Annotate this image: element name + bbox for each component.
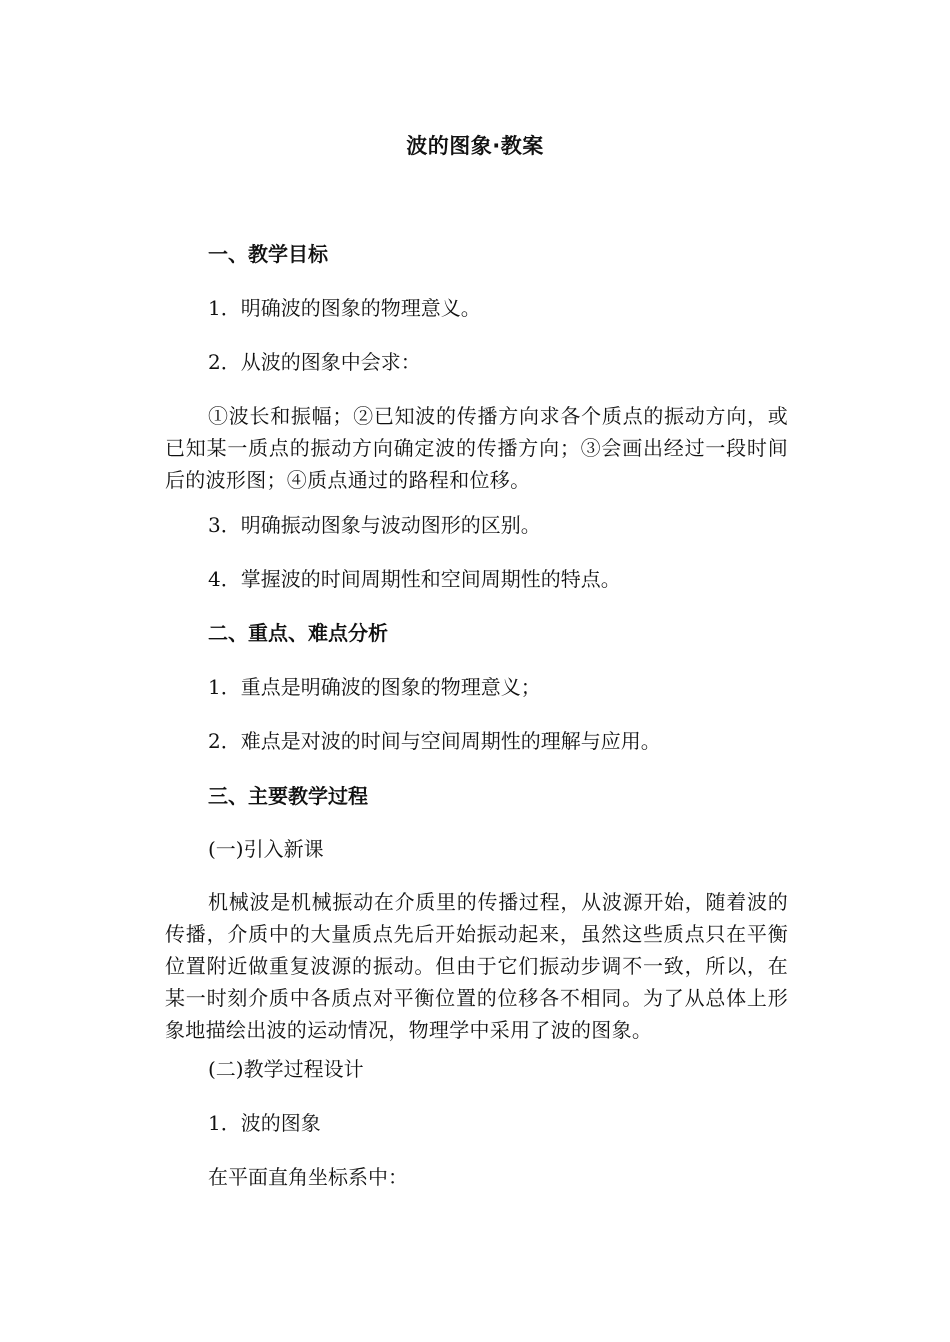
design-text: 在平面直角坐标系中：	[208, 1165, 408, 1189]
objective-item-2: 2．从波的图象中会求：	[208, 350, 421, 374]
intro-paragraph: 机械波是机械振动在介质里的传播过程，从波源开始，随着波的传播，介质中的大量质点先后开始振动起来，虽然这些质点只在平衡位置附近做重复波源的振动。但由于它们振动步调不一致，所以，在某一时刻介质中各质点对平衡位置的位移各不相同。为了从总体上形象地描绘出波的运动情况，物理学中采用了波的图象。	[165, 890, 788, 1042]
document-title: 波的图象·教案	[406, 134, 544, 158]
objective-item-1: 1．明确波的图象的物理意义。	[208, 296, 481, 320]
key-point-item-1: 1．重点是明确波的图象的物理意义；	[208, 675, 541, 699]
section-heading-key-points: 二、重点、难点分析	[208, 621, 388, 645]
design-item-1: 1．波的图象	[208, 1111, 321, 1135]
key-point-item-2: 2．难点是对波的时间与空间周期性的理解与应用。	[208, 729, 661, 753]
objective-item-4: 4．掌握波的时间周期性和空间周期性的特点。	[208, 567, 621, 591]
section-heading-objectives: 一、教学目标	[208, 242, 328, 266]
objective-item-3: 3．明确振动图象与波动图形的区别。	[208, 513, 541, 537]
subsection-intro-heading: (一)引入新课	[208, 837, 324, 861]
section-heading-process: 三、主要教学过程	[208, 784, 368, 808]
subsection-design-heading: (二)教学过程设计	[208, 1057, 364, 1081]
objective-item-2-detail: ①波长和振幅；②已知波的传播方向求各个质点的振动方向，或已知某一质点的振动方向确定波的传播方向；③会画出经过一段时间后的波形图；④质点通过的路程和位移。	[165, 404, 788, 492]
